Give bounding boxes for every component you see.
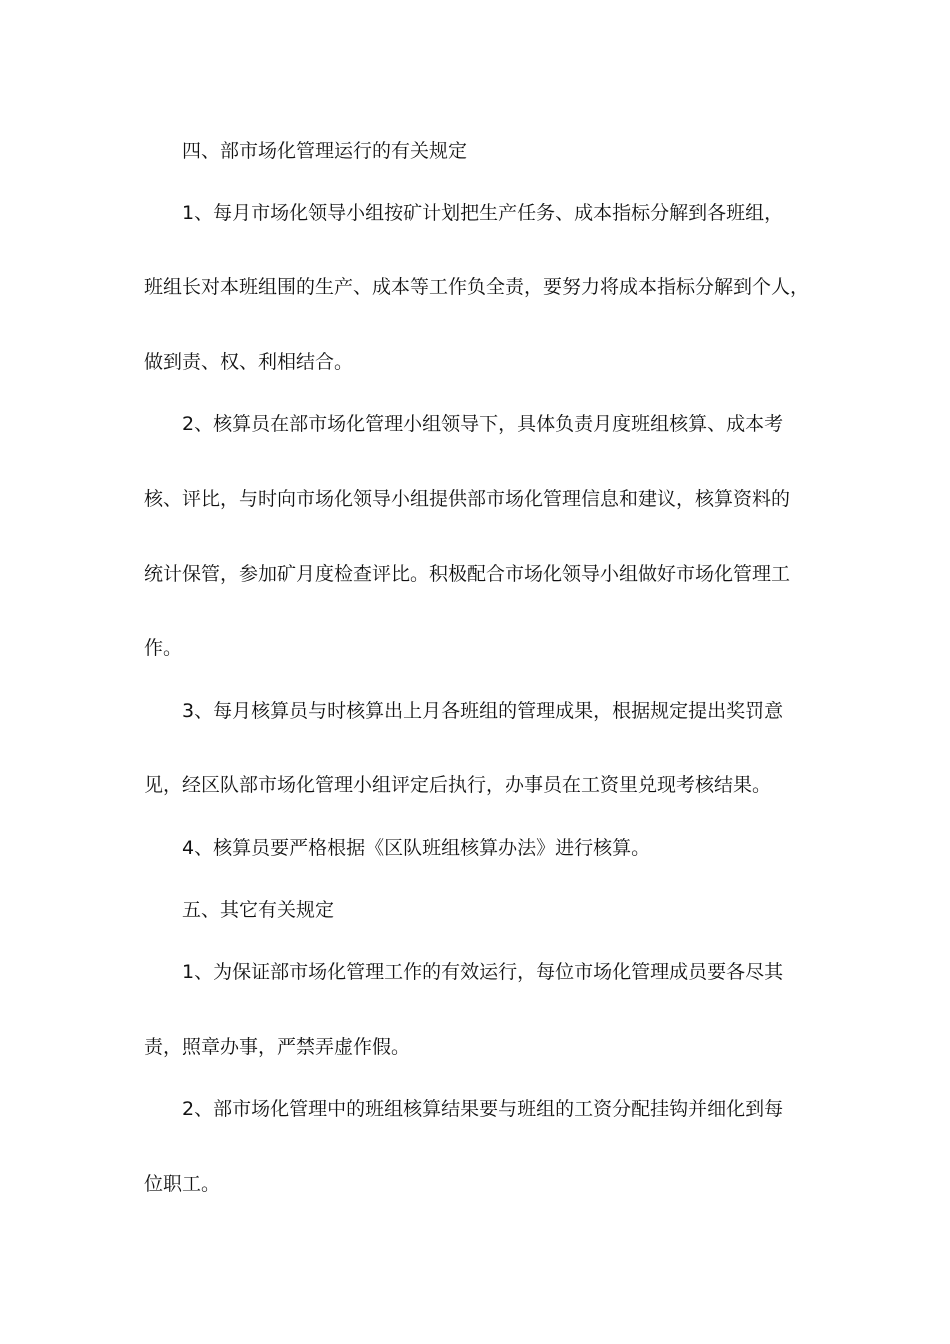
paragraph-line: 2、核算员在部市场化管理小组领导下，具体负责月度班组核算、成本考 — [182, 413, 784, 435]
paragraph-line: 统计保管，参加矿月度检查评比。积极配合市场化领导小组做好市场化管理工 — [144, 563, 791, 585]
paragraph-line: 位职工。 — [144, 1173, 221, 1195]
paragraph-line: 做到责、权、利相结合。 — [144, 351, 354, 373]
paragraph-line: 班组长对本班组围的生产、成本等工作负全责，要努力将成本指标分解到个人， — [144, 276, 810, 298]
section-heading-four: 四、部市场化管理运行的有关规定 — [182, 140, 468, 162]
paragraph-line: 作。 — [144, 637, 183, 659]
paragraph-line: 责，照章办事，严禁弄虚作假。 — [144, 1036, 411, 1058]
paragraph-line: 1、每月市场化领导小组按矿计划把生产任务、成本指标分解到各班组， — [182, 202, 784, 224]
paragraph-line: 2、部市场化管理中的班组核算结果要与班组的工资分配挂钩并细化到每 — [182, 1098, 784, 1120]
section-heading-five: 五、其它有关规定 — [182, 899, 335, 921]
paragraph-line: 4、核算员要严格根据《区队班组核算办法》进行核算。 — [182, 837, 651, 859]
paragraph-line: 3、每月核算员与时核算出上月各班组的管理成果，根据规定提出奖罚意 — [182, 700, 784, 722]
paragraph-line: 核、评比，与时向市场化领导小组提供部市场化管理信息和建议，核算资料的 — [144, 488, 791, 510]
paragraph-line: 见，经区队部市场化管理小组评定后执行，办事员在工资里兑现考核结果。 — [144, 774, 772, 796]
paragraph-line: 1、为保证部市场化管理工作的有效运行，每位市场化管理成员要各尽其 — [182, 961, 784, 983]
